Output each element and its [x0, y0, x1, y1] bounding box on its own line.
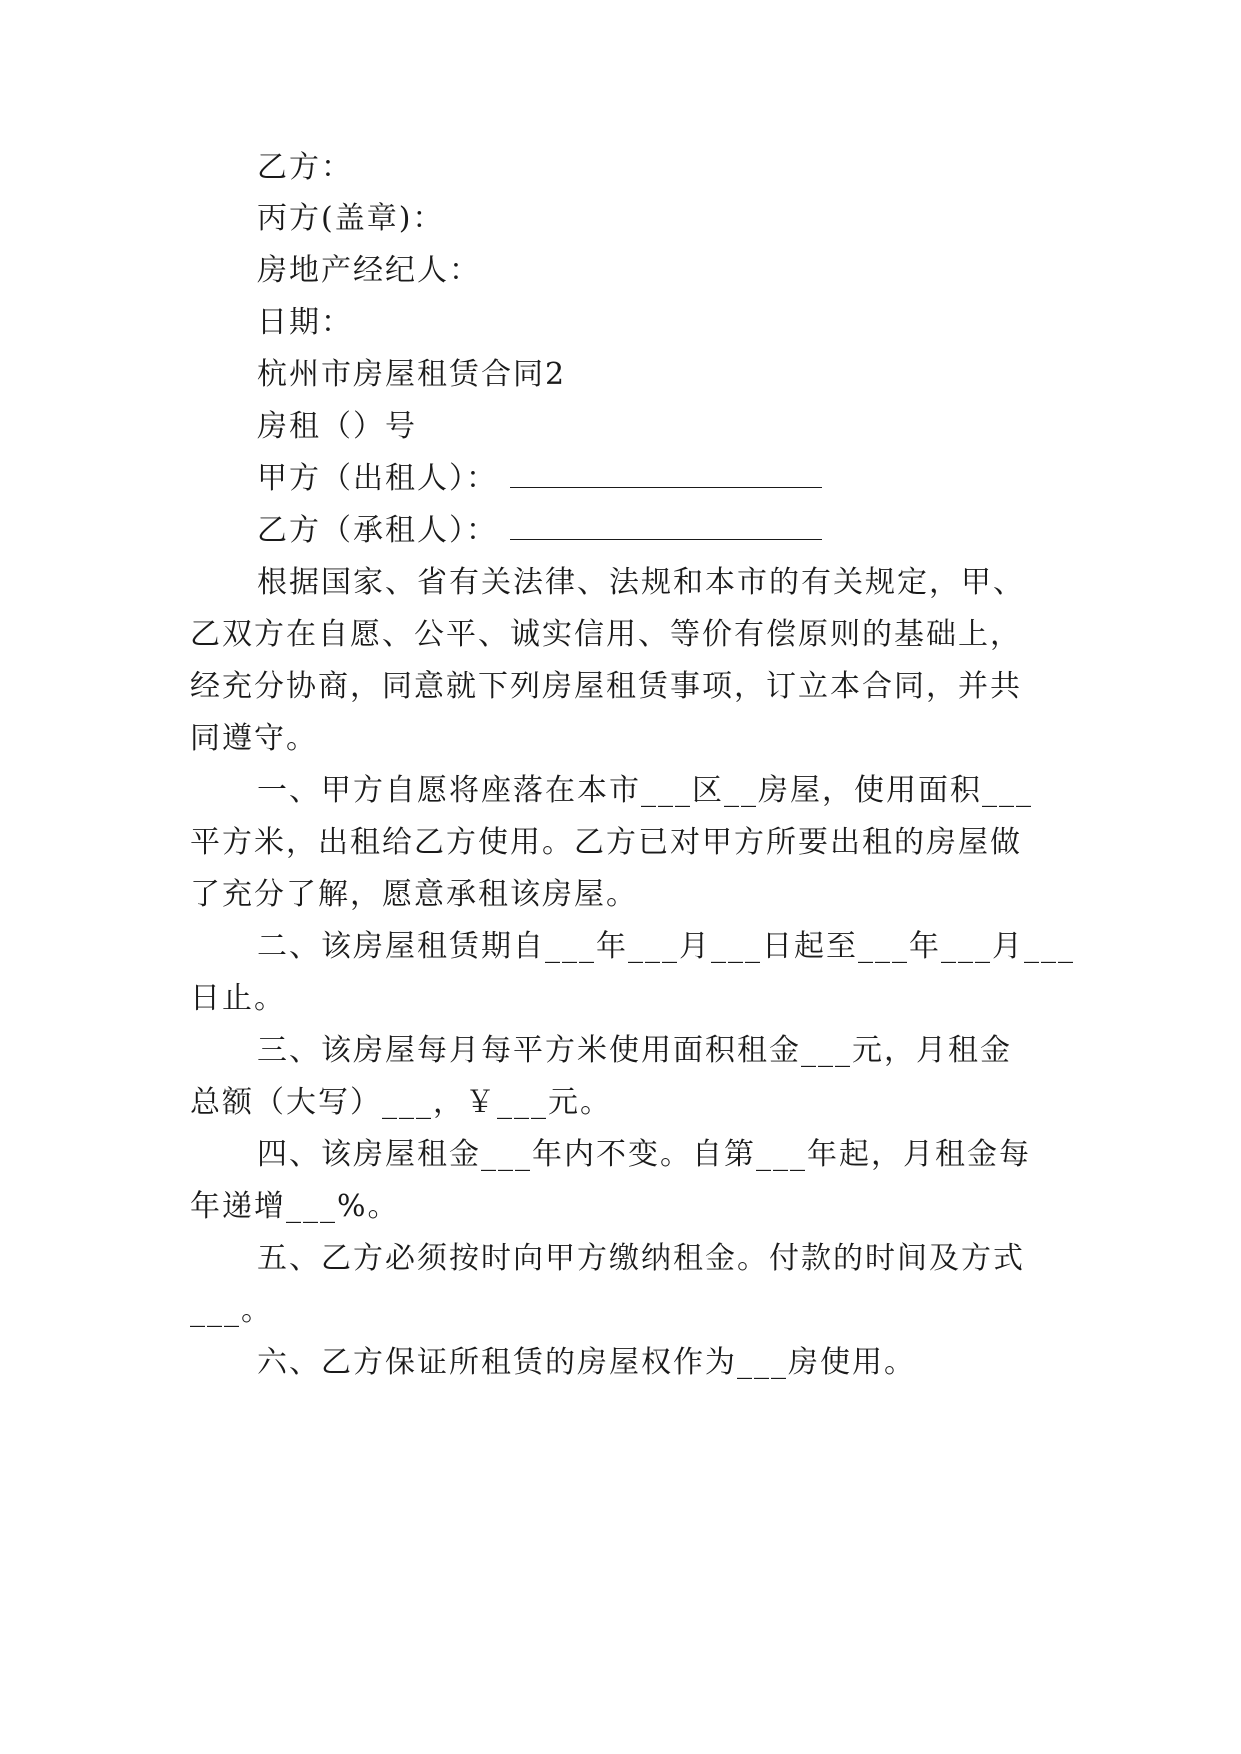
lessee-line — [257, 513, 822, 549]
preamble-line-4: 同遵守。 — [190, 721, 318, 756]
clause-1-line-1: 一、甲方自愿将座落在本市___区__房屋，使用面积___ — [257, 773, 1033, 808]
lessor-blank — [510, 461, 822, 488]
party-c-seal-label: 丙方(盖章)： — [257, 201, 445, 236]
preamble-line-2: 乙双方在自愿、公平、诚实信用、等价有偿原则的基础上， — [190, 617, 1022, 652]
lessee-blank — [510, 513, 822, 540]
clause-3-line-2: 总额（大写）___，￥___元。 — [190, 1085, 612, 1120]
contract-number: 房租（）号 — [257, 409, 417, 444]
clause-2-line-2: 日止。 — [190, 981, 286, 1016]
party-b-signature-label: 乙方： — [257, 150, 353, 185]
date-label: 日期： — [257, 305, 353, 340]
preamble-line-3: 经充分协商，同意就下列房屋租赁事项，订立本合同，并共 — [190, 669, 1022, 704]
contract-title: 杭州市房屋租赁合同2 — [257, 357, 567, 392]
clause-5-line-2: ___。 — [190, 1293, 273, 1328]
clause-1-line-2: 平方米，出租给乙方使用。乙方已对甲方所要出租的房屋做 — [190, 825, 1022, 860]
clause-5-line-1: 五、乙方必须按时向甲方缴纳租金。付款的时间及方式 — [257, 1241, 1025, 1276]
preamble-line-1: 根据国家、省有关法律、法规和本市的有关规定，甲、 — [257, 565, 1025, 600]
lessee-label: 乙方（承租人）： — [257, 513, 498, 548]
lessor-line — [257, 461, 822, 497]
clause-1-line-3: 了充分了解，愿意承租该房屋。 — [190, 877, 638, 912]
broker-label: 房地产经纪人： — [257, 253, 481, 288]
clause-3-line-1: 三、该房屋每月每平方米使用面积租金___元，月租金 — [257, 1033, 1012, 1068]
lessor-label: 甲方（出租人）： — [257, 461, 498, 496]
clause-6-line-1: 六、乙方保证所租赁的房屋权作为___房使用。 — [257, 1345, 916, 1380]
clause-4-line-1: 四、该房屋租金___年内不变。自第___年起，月租金每 — [257, 1137, 1031, 1172]
clause-4-line-2: 年递增___%。 — [190, 1189, 400, 1224]
clause-2-line-1: 二、该房屋租赁期自___年___月___日起至___年___月___ — [257, 929, 1075, 964]
